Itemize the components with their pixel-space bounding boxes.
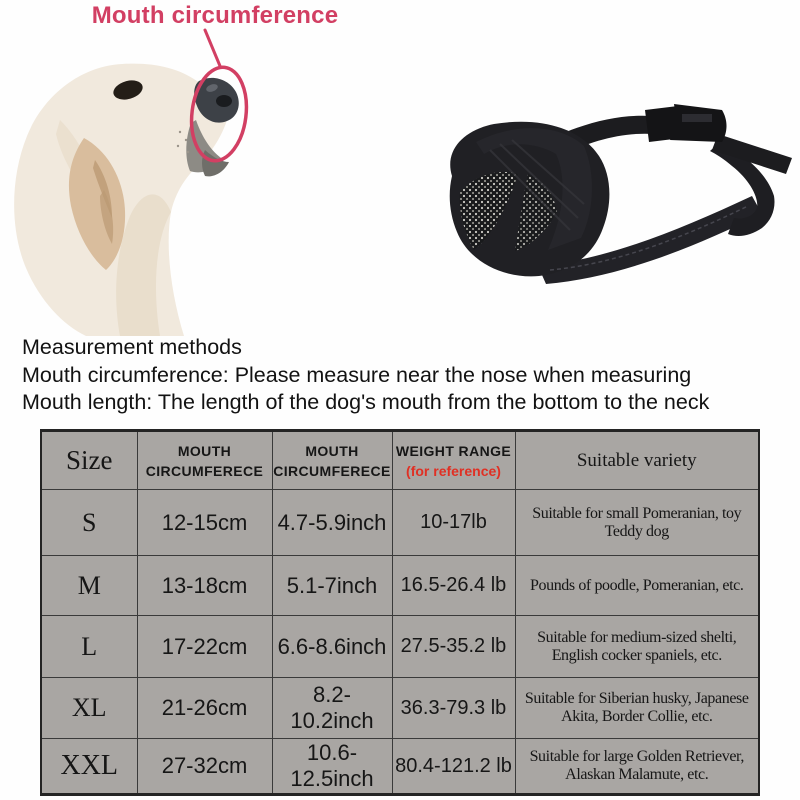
cell-weight: 36.3-79.3 lb — [392, 678, 515, 739]
annotation-pointer-line — [205, 30, 220, 66]
mouth-circumference-label: Mouth circumference — [91, 2, 339, 29]
cell-mouth-inch: 6.6-8.6inch — [272, 616, 392, 678]
table-row-s — [41, 490, 759, 556]
cell-mouth-inch: 5.1-7inch — [272, 556, 392, 616]
cell-mouth-cm: 27-32cm — [137, 739, 272, 795]
cell-weight: 27.5-35.2 lb — [392, 616, 515, 678]
cell-mouth-cm: 13-18cm — [137, 556, 272, 616]
measurement-methods-title: Measurement methods — [22, 335, 242, 359]
cell-size: XL — [41, 678, 137, 739]
cell-weight: 80.4-121.2 lb — [392, 739, 515, 795]
col-header-size: Size — [41, 431, 137, 490]
col-header-suitable-variety: Suitable variety — [515, 431, 759, 490]
cell-mouth-inch: 8.2-10.2inch — [272, 678, 392, 739]
cell-size: XXL — [41, 739, 137, 795]
table-row-l — [41, 616, 759, 678]
table-header-row — [41, 431, 759, 490]
col-header-weight-range: WEIGHT RANGE (for reference) — [392, 431, 515, 490]
muzzle-buckle — [645, 104, 727, 142]
cell-variety: Suitable for small Pomeranian, toy Teddy dog — [515, 490, 759, 556]
cell-weight: 16.5-26.4 lb — [392, 556, 515, 616]
table-row-m — [41, 556, 759, 616]
muzzle-product-photo — [420, 80, 800, 340]
cell-size: M — [41, 556, 137, 616]
mouth-circumference-instruction: Mouth circumference: Please measure near the nose when measuring — [22, 362, 692, 387]
cell-size: S — [41, 490, 137, 556]
cell-variety: Suitable for medium-sized shelti, English cocker spaniels, etc. — [515, 616, 759, 678]
cell-variety: Suitable for large Golden Retriever, Alaskan Malamute, etc. — [515, 739, 759, 795]
cell-weight: 10-17lb — [392, 490, 515, 556]
measurement-instructions — [22, 334, 792, 417]
cell-size: L — [41, 616, 137, 678]
table-row-xl — [41, 678, 759, 739]
size-chart-table — [40, 429, 760, 796]
mouth-length-instruction: Mouth length: The length of the dog's mouth from the bottom to the neck — [22, 390, 710, 414]
col-header-mouth-circumference-inch: MOUTH CIRCUMFERECE — [272, 431, 392, 490]
cell-mouth-cm: 21-26cm — [137, 678, 272, 739]
cell-variety: Pounds of poodle, Pomeranian, etc. — [515, 556, 759, 616]
cell-mouth-inch: 10.6-12.5inch — [272, 739, 392, 795]
cell-variety: Suitable for Siberian husky, Japanese Akita, Border Collie, etc. — [515, 678, 759, 739]
for-reference-note: (for reference) — [406, 462, 501, 479]
cell-mouth-cm: 12-15cm — [137, 490, 272, 556]
col-header-mouth-circumference-cm: MOUTH CIRCUMFERECE — [137, 431, 272, 490]
cell-mouth-cm: 17-22cm — [137, 616, 272, 678]
dog-photo — [0, 0, 340, 345]
cell-mouth-inch: 4.7-5.9inch — [272, 490, 392, 556]
table-row-xxl — [41, 739, 759, 795]
